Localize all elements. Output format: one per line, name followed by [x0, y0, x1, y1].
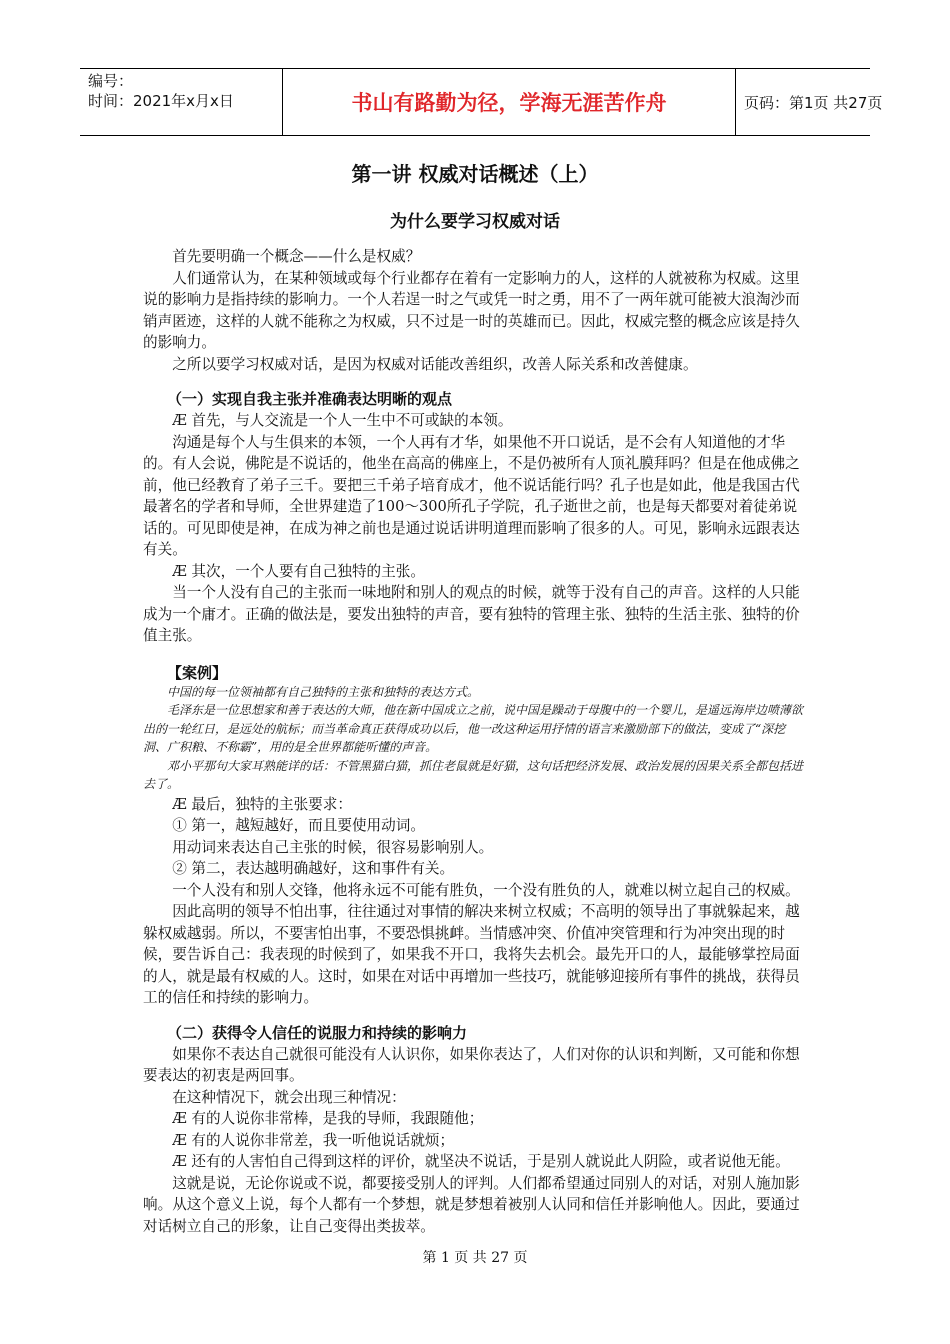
section-heading-2: （二）获得令人信任的说服力和持续的影响力	[167, 1023, 468, 1042]
numbered-item: ① 第一，越短越好，而且要使用动词。	[172, 817, 425, 834]
case-paragraph: 中国的每一位领袖都有自己独特的主张和独特的表达方式。	[167, 684, 480, 699]
paragraph: 一个人没有和别人交锋，他将永远不可能有胜负，一个没有胜负的人，就难以树立起自己的权威。	[172, 881, 800, 899]
paragraph: 首先要明确一个概念——什么是权威？	[172, 248, 421, 265]
paragraph: 在这种情况下，就会出现三种情况：	[172, 1088, 406, 1106]
paragraph: 用动词来表达自己主张的时候，很容易影响别人。	[172, 838, 494, 856]
case-paragraph: 邓小平那句大家耳熟能详的话：不管黑猫白猫，抓住老鼠就是好猫，这句话把经济发展、政治发展的因果关系全都包括进去了。	[143, 758, 804, 791]
bullet-paragraph: Æ 有的人说你非常棒，是我的导师，我跟随他；	[172, 1110, 484, 1127]
document-body	[143, 246, 807, 1237]
header-motto: 书山有路勤为径，学海无涯苦作舟	[282, 69, 736, 135]
bullet-paragraph: Æ 有的人说你非常差，我一听他说话就烦；	[172, 1131, 455, 1149]
paragraph: 因此高明的领导不怕出事，往往通过对事情的解决来树立权威；不高明的领导出了事就躲起来，越躲权威越弱。所以，不要害怕出事，不要恐惧挑衅。当情感冲突、价值冲突管理和行为冲突出现的时候，要告诉自己：我表现的时候到了，如果我不开口，我将失去机会。最先开口的人，最能够掌控局面的人，就是最有权威的人。这时，如果在对话中再增加一些技巧，就能够迎接所有事件的挑战，获得员工的信任和持续的影响力。	[143, 903, 800, 1006]
paragraph: 如果你不表达自己就很可能没有人认识你，如果你表达了，人们对你的认识和判断，又可能和你想要表达的初衷是两回事。	[143, 1045, 800, 1084]
paragraph: 沟通是每个人与生俱来的本领，一个人再有才华，如果他不开口说话，是不会有人知道他的才华的。有人会说，佛陀是不说话的，他坐在高高的佛座上，不是仍被所有人顶礼膜拜吗？但是在他成佛之前，他已经教育了弟子三千。要把三千弟子培育成才，他不说话能行吗？孔子也是如此，他是我国古代最著名的学者和导师，全世界建造了100～300所孔子学院，孔子逝世之前，也是每天都要对着徒弟说话的。可见即使是神，在成为神之前也是通过说话讲明道理而影响了很多的人。可见，影响永远跟表达有关。	[143, 433, 800, 558]
bullet-paragraph: Æ 最后，独特的主张要求：	[172, 795, 352, 813]
section-heading-1: （一）实现自我主张并准确表达明晰的观点	[167, 390, 453, 408]
case-paragraph: 毛泽东是一位思想家和善于表达的大师，他在新中国成立之前，说中国是躁动于母腹中的一个婴儿，是遥远海岸边喷薄欲出的一轮红日，是远处的航标；而当革命真正获得成功以后，他一改这种运用抒情的语言来激励部下的做法，变成了“深挖洞、广积粮、不称霸”，用的是全世界都能听懂的声音。	[143, 703, 804, 754]
page-footer: 第 1 页 共 27 页	[422, 1250, 528, 1266]
bullet-paragraph: Æ 还有的人害怕自己得到这样的评价，就坚决不说话，于是别人就说此人阴险，或者说他无能。	[172, 1153, 790, 1170]
numbered-item: ② 第二，表达越明确越好，这和事件有关。	[172, 860, 455, 877]
case-label: 【案例】	[167, 663, 228, 682]
paragraph: 人们通常认为，在某种领域或每个行业都存在着有一定影响力的人，这样的人就被称为权威。这里说的影响力是指持续的影响力。一个人若逞一时之气或凭一时之勇，用不了一两年就可能被大浪淘沙而销声匿迹，这样的人就不能称之为权威，只不过是一时的英雄而已。因此，权威完整的概念应该是持久的影响力。	[143, 269, 800, 351]
time-label: 时间：2021年x月x日	[88, 92, 234, 110]
number-label: 编号：	[88, 72, 134, 90]
paragraph: 这就是说，无论你说或不说，都要接受别人的评判。人们都希望通过同别人的对话，对别人施加影响。从这个意义上说，每个人都有一个梦想，就是梦想着被别人认同和信任并影响他人。因此，要通过对话树立自己的形象，让自己变得出类拔萃。	[143, 1174, 800, 1235]
page-header	[80, 68, 883, 136]
bullet-paragraph: Æ 其次，一个人要有自己独特的主张。	[172, 562, 425, 580]
case-block	[143, 683, 807, 794]
paragraph: 当一个人没有自己的主张而一味地附和别人的观点的时候，就等于没有自己的声音。这样的人只能成为一个庸才。正确的做法是，要发出独特的声音，要有独特的管理主张、独特的生活主张、独特的价值主张。	[143, 584, 800, 644]
document-title: 第一讲 权威对话概述（上）	[351, 162, 599, 186]
header-meta	[88, 71, 278, 111]
header-page-info: 页码：第1页 共27页	[744, 93, 883, 112]
bullet-paragraph: Æ 首先，与人交流是一个人一生中不可或缺的本领。	[172, 412, 513, 429]
paragraph: 之所以要学习权威对话，是因为权威对话能改善组织，改善人际关系和改善健康。	[172, 355, 698, 373]
document-subtitle: 为什么要学习权威对话	[390, 212, 560, 232]
